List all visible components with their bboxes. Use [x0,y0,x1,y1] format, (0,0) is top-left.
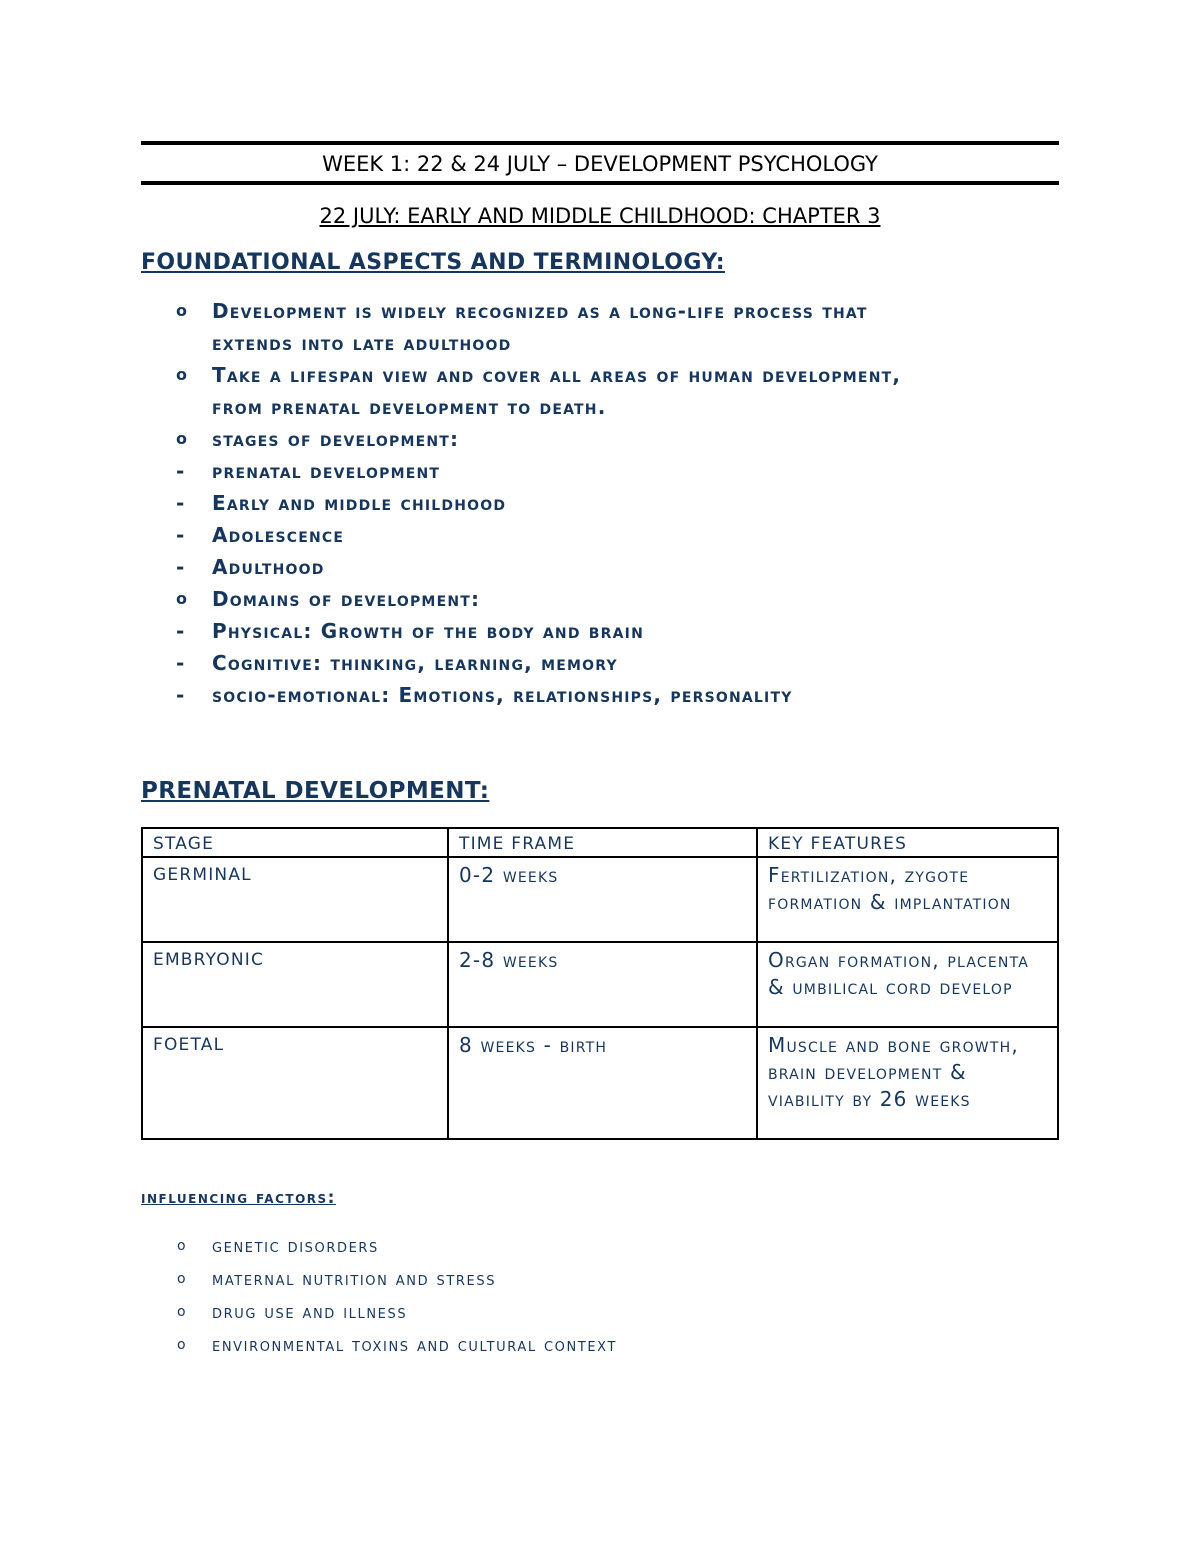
bullet-marker: o [176,365,187,384]
bullet-marker: o [177,1238,186,1254]
cell-time-frame: 8 weeks - birth [448,1027,757,1139]
table-row [142,1027,1058,1139]
list-item [141,1263,1059,1296]
influencing-factors-heading: influencing factors: [141,1188,336,1208]
dash-marker: - [176,555,185,579]
list-item-text: Domains of development: [212,587,481,611]
dash-marker: - [176,491,185,515]
list-item-text: genetic disorders [212,1236,379,1257]
list-item [141,391,1059,423]
influencing-factors-list [141,1230,1059,1362]
list-item [141,519,1059,551]
cell-stage: FOETAL [142,1027,448,1139]
table-row [142,857,1058,942]
list-item [141,359,1059,391]
list-item-text: from prenatal development to death. [212,395,607,419]
list-item-text: stages of development: [212,427,460,451]
table-row [142,942,1058,1027]
cell-key-features: Muscle and bone growth, brain development & viability by 26 weeks [757,1027,1058,1139]
list-item-text: Early and middle childhood [212,491,507,515]
cell-time-frame: 0-2 weeks [448,857,757,942]
page-title: WEEK 1: 22 & 24 JULY – DEVELOPMENT PSYCHOLOGY [322,152,878,176]
list-item [141,551,1059,583]
list-item-text: Adulthood [212,555,325,579]
list-item-text: drug use and illness [212,1302,408,1323]
list-item-text: socio-emotional: Emotions, relationships, personality [212,683,793,707]
prenatal-stages-table [141,827,1059,1140]
list-item [141,647,1059,679]
cell-time-frame: 2-8 weeks [448,942,757,1027]
bullet-marker: o [177,1337,186,1353]
title-bottom-rule [141,181,1059,185]
list-item [141,679,1059,711]
list-item [141,423,1059,455]
prenatal-heading: PRENATAL DEVELOPMENT: [141,778,490,804]
list-item-text: Cognitive: thinking, learning, memory [212,651,618,675]
list-item-text: Take a lifespan view and cover all areas of human development, [212,363,902,387]
foundational-list [141,295,1059,711]
dash-marker: - [176,651,185,675]
cell-stage: EMBRYONIC [142,942,448,1027]
list-item [141,1296,1059,1329]
cell-key-features: Organ formation, placenta & umbilical cord develop [757,942,1058,1027]
list-item [141,583,1059,615]
table-header-row [142,828,1058,857]
dash-marker: - [176,683,185,707]
bullet-marker: o [176,589,187,608]
list-item-text: maternal nutrition and stress [212,1269,497,1290]
column-header-key-features: KEY FEATURES [757,828,1058,857]
list-item-text: Adolescence [212,523,345,547]
bullet-marker: o [176,429,187,448]
bullet-marker: o [176,301,187,320]
list-item [141,327,1059,359]
page-subtitle: 22 JULY: EARLY AND MIDDLE CHILDHOOD: CHAPTER 3 [319,204,881,228]
list-item [141,1329,1059,1362]
column-header-stage: STAGE [142,828,448,857]
list-item-text: environmental toxins and cultural context [212,1335,617,1356]
bullet-marker: o [177,1304,186,1320]
list-item-text: prenatal development [212,459,441,483]
foundational-heading: FOUNDATIONAL ASPECTS AND TERMINOLOGY: [141,250,725,275]
cell-stage: GERMINAL [142,857,448,942]
list-item-text: extends into late adulthood [212,331,512,355]
list-item [141,487,1059,519]
list-item [141,615,1059,647]
list-item-text: Physical: Growth of the body and brain [212,619,645,643]
list-item [141,295,1059,327]
bullet-marker: o [177,1271,186,1287]
dash-marker: - [176,619,185,643]
document-page [141,141,1059,1362]
list-item [141,455,1059,487]
column-header-time-frame: TIME FRAME [448,828,757,857]
dash-marker: - [176,523,185,547]
list-item [141,1230,1059,1263]
dash-marker: - [176,459,185,483]
cell-key-features: Fertilization, zygote formation & implantation [757,857,1058,942]
list-item-text: Development is widely recognized as a long-life process that [212,299,868,323]
